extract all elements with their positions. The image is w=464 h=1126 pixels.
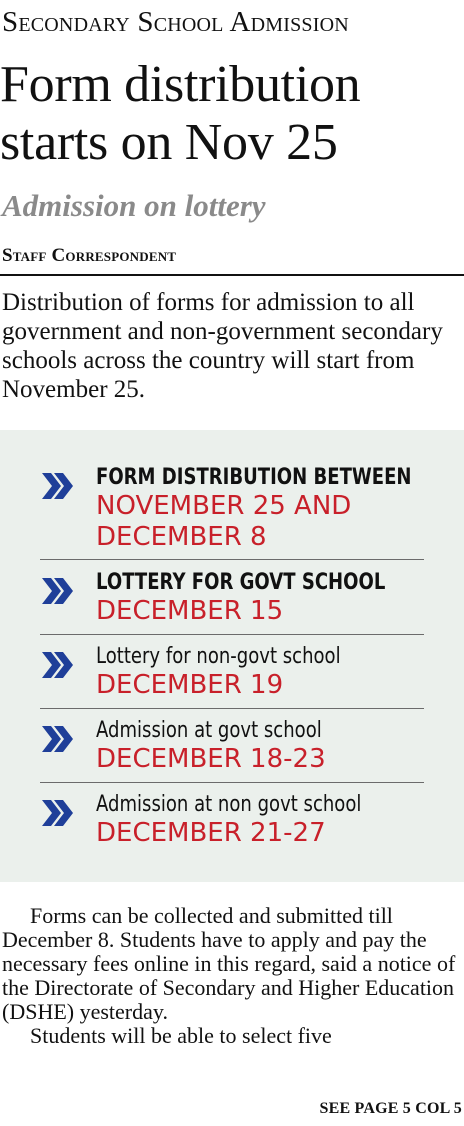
schedule-box — [0, 430, 464, 882]
schedule-item-label: Lottery for non-govt school — [96, 644, 341, 669]
continued-reference: SEE PAGE 5 COL 5 — [319, 1100, 462, 1117]
article-body — [2, 904, 462, 1048]
subheadline: Admission on lottery — [2, 188, 266, 223]
body-paragraph: Students will be able to select five — [30, 1023, 332, 1048]
schedule-item-label: FORM DISTRIBUTION BETWEEN — [96, 465, 412, 490]
schedule-item-date: DECEMBER 21-27 — [96, 818, 326, 848]
body-paragraph: Forms can be collected and submitted till December 8. Students have to apply and pay the necessary fees online in this regard, said a notice of the Directorate of Secondary and Higher Education (DSHE) yesterday. — [2, 903, 456, 1024]
section-kicker: Secondary School Admission — [2, 6, 349, 38]
byline: Staff Correspondent — [2, 245, 177, 266]
schedule-divider — [40, 708, 424, 709]
schedule-item-label: Admission at non govt school — [96, 792, 362, 817]
double-chevron-right-icon — [40, 648, 76, 682]
schedule-item-date: DECEMBER 19 — [96, 670, 284, 700]
schedule-item-date: NOVEMBER 25 AND — [96, 491, 352, 521]
double-chevron-right-icon — [40, 796, 76, 830]
schedule-item-date: DECEMBER 18-23 — [96, 744, 326, 774]
lede-paragraph: Distribution of forms for admission to all government and non-government secondary schools across the country will start from November 25. — [2, 289, 443, 403]
schedule-divider — [40, 559, 424, 560]
schedule-divider — [40, 782, 424, 783]
byline-divider — [0, 274, 464, 276]
schedule-divider — [40, 634, 424, 635]
schedule-item-date: DECEMBER 15 — [96, 596, 284, 626]
double-chevron-right-icon — [40, 722, 76, 756]
headline: Form distribution starts on Nov 25 — [0, 56, 361, 171]
schedule-item-label: LOTTERY FOR GOVT SCHOOL — [96, 570, 386, 595]
double-chevron-right-icon — [40, 574, 76, 608]
schedule-item-label: Admission at govt school — [96, 718, 322, 743]
schedule-item-date: DECEMBER 8 — [96, 522, 267, 552]
double-chevron-right-icon — [40, 469, 76, 503]
